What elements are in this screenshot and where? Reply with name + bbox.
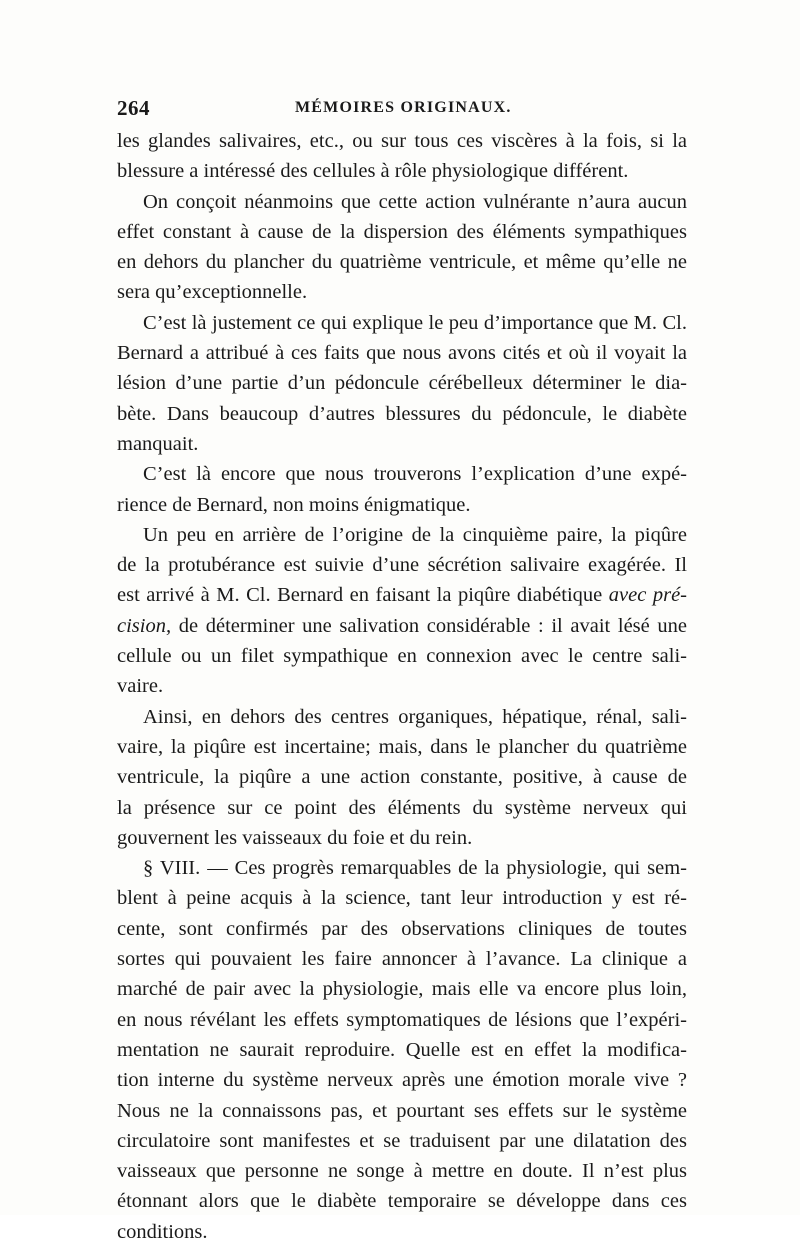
text-line: sortes qui pouvaient les faire annoncer à l’avance. La clinique a <box>117 948 687 971</box>
text-line: gouvernent les vaisseaux du foie et du rein. <box>117 826 473 849</box>
text-line: ventricule, la piqûre a une action constante, positive, à cause de <box>117 766 687 789</box>
text-line: C’est là encore que nous trouverons l’explication d’une expé- <box>143 463 687 486</box>
text-line: marché de pair avec la physiologie, mais elle va encore plus loin, <box>117 978 687 1001</box>
text-line: blessure a intéressé des cellules à rôle physiologique différent. <box>117 160 629 183</box>
text-line: bète. Dans beaucoup d’autres blessures du pédoncule, le diabète <box>117 402 687 425</box>
running-title: MÉMOIRES ORIGINAUX. <box>295 99 512 116</box>
text-line: Bernard a attribué à ces faits que nous avons cités et où il voyait la <box>117 342 687 365</box>
text-line: C’est là justement ce qui explique le peu d’importance que M. Cl. <box>143 311 687 334</box>
text-line: tion interne du système nerveux après une émotion morale vive ? <box>117 1069 687 1092</box>
page-number: 264 <box>117 96 150 120</box>
text-line: Ainsi, en dehors des centres organiques, hépatique, rénal, sali- <box>143 705 687 728</box>
text-line: est arrivé à M. Cl. Bernard en faisant la piqûre diabétique avec pré- <box>117 584 687 607</box>
running-head <box>117 96 689 126</box>
text-line: mentation ne saurait reproduire. Quelle est en effet la modifica- <box>117 1038 687 1061</box>
text-line: § VIII. — Ces progrès remarquables de la physiologie, qui sem- <box>143 857 687 880</box>
text-line: Nous ne la connaissons pas, et pourtant ses effets sur le système <box>117 1099 687 1122</box>
text-line: sera qu’exceptionnelle. <box>117 281 308 304</box>
text-line: blent à peine acquis à la science, tant leur introduction y est ré- <box>117 887 687 910</box>
text-line: étonnant alors que le diabète temporaire se développe dans ces <box>117 1190 687 1213</box>
text-line: la présence sur ce point des éléments du système nerveux qui <box>117 796 687 819</box>
text-line: circulatoire sont manifestes et se traduisent par une dilatation des <box>117 1129 687 1152</box>
text-line: cente, sont confirmés par des observations cliniques de toutes <box>117 917 687 940</box>
text-line: de la protubérance est suivie d’une sécrétion salivaire exagérée. Il <box>117 554 687 577</box>
text-line: les glandes salivaires, etc., ou sur tous ces viscères à la fois, si la <box>117 130 687 152</box>
text-line: On conçoit néanmoins que cette action vulnérante n’aura aucun <box>143 190 687 213</box>
text-line: en dehors du plancher du quatrième ventricule, et même qu’elle ne <box>117 251 687 274</box>
text-line: vaire, la piqûre est incertaine; mais, dans le plancher du quatrième <box>117 735 687 758</box>
text-line: rience de Bernard, non moins énigmatique. <box>117 493 471 516</box>
text-line: effet constant à cause de la dispersion des éléments sympathiques <box>117 220 687 243</box>
text-line: vaisseaux que personne ne songe à mettre en doute. Il n’est plus <box>117 1160 687 1183</box>
text-line: manquait. <box>117 432 199 455</box>
text-line: cision, de déterminer une salivation considérable : il avait lésé une <box>117 614 687 637</box>
text-line: Un peu en arrière de l’origine de la cinquième paire, la piqûre <box>143 523 687 546</box>
body-text <box>117 126 687 1247</box>
text-line: cellule ou un filet sympathique en connexion avec le centre sali- <box>117 645 687 668</box>
text-line: en nous révélant les effets symptomatiques de lésions que l’expéri- <box>117 1008 687 1031</box>
text-line: lésion d’une partie d’un pédoncule cérébelleux déterminer le dia- <box>117 372 687 395</box>
text-line: vaire. <box>117 675 164 698</box>
text-line: conditions. <box>117 1220 208 1243</box>
